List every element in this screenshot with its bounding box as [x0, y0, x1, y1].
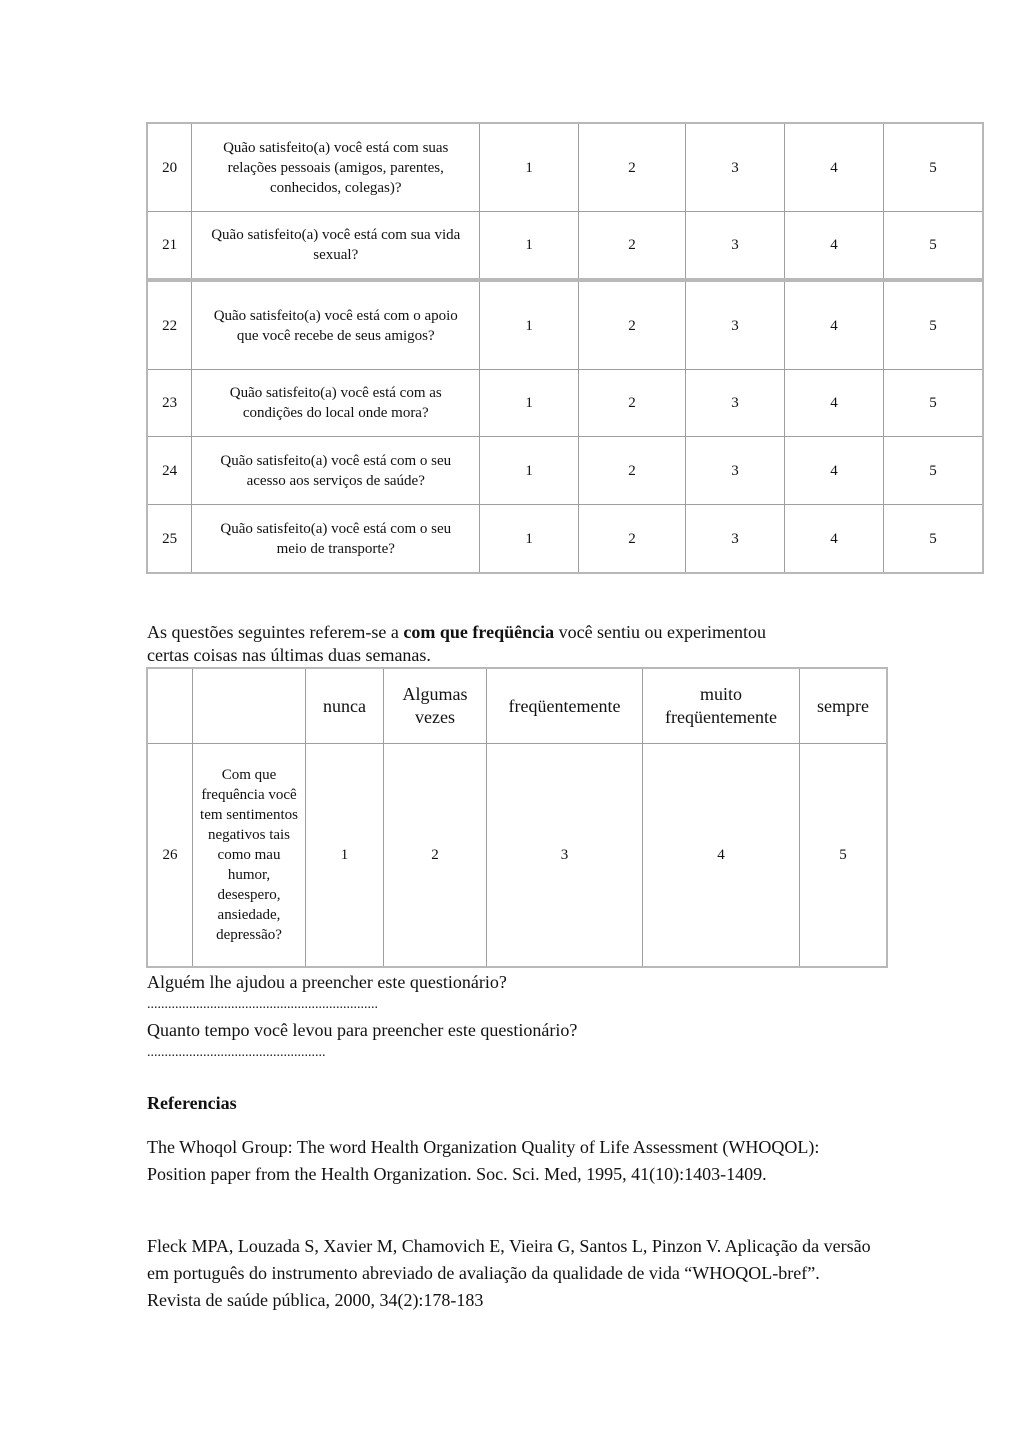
header-blank [193, 669, 306, 744]
table-row [148, 370, 982, 437]
scale-option[interactable]: 4 [643, 744, 800, 966]
scale-option[interactable]: 2 [384, 744, 487, 966]
scale-option[interactable]: 1 [480, 370, 579, 437]
table-header-row [148, 669, 886, 744]
scale-option[interactable]: 5 [884, 437, 982, 505]
satisfaction-table-bottom [146, 280, 984, 574]
header-algumas-vezes: Algumas vezes [384, 669, 487, 744]
scale-option[interactable]: 5 [839, 847, 847, 863]
reference-item: Fleck MPA, Louzada S, Xavier M, Chamovich E, Vieira G, Santos L, Pinzon V. Aplicação da versão em português do instrumento abreviado de avaliação da qualidade de vida “WHOQOL-bref”. Revista de saúde pública, 2000, 34(2):178-183 [147, 1236, 871, 1310]
scale-option[interactable]: 2 [579, 370, 686, 437]
scale-option[interactable]: 5 [929, 530, 937, 547]
scale-option[interactable]: 4 [785, 505, 884, 572]
table-row [148, 124, 982, 212]
scale-option[interactable]: 4 [785, 437, 884, 505]
question-text: Com que frequência você tem sentimentos negativos tais como mau humor, desespero, ansiedade, depressão? [193, 744, 306, 966]
intro-text-line2: certas coisas nas últimas duas semanas. [147, 645, 431, 665]
question-text: Quão satisfeito(a) você está com sua vida sexual? [192, 212, 480, 278]
scale-option[interactable]: 3 [686, 437, 785, 505]
scale-option[interactable]: 2 [579, 437, 686, 505]
question-number: 26 [148, 744, 193, 966]
intro-text: você sentiu ou experimentou [554, 622, 767, 642]
scale-option[interactable]: 1 [480, 437, 579, 505]
time-question: Quanto tempo você levou para preencher este questionário? [147, 1020, 578, 1040]
question-text: Quão satisfeito(a) você está com as condições do local onde mora? [192, 370, 480, 437]
table-row [148, 505, 982, 572]
intro-emphasis: com que freqüência [403, 622, 555, 642]
scale-option[interactable]: 5 [884, 370, 982, 437]
scale-option[interactable]: 2 [579, 282, 686, 370]
scale-option[interactable]: 1 [480, 212, 579, 278]
question-number: 25 [148, 505, 192, 572]
scale-option[interactable]: 1 [480, 282, 579, 370]
satisfaction-table-top [146, 122, 984, 280]
scale-option[interactable]: 3 [686, 282, 785, 370]
scale-option[interactable]: 1 [480, 505, 579, 572]
scale-option[interactable]: 2 [579, 124, 686, 212]
reference-item: The Whoqol Group: The word Health Organization Quality of Life Assessment (WHOQOL): Position paper from the Health Organization. Soc. Sci. Med, 1995, 41(10):1403-1409. [147, 1137, 820, 1184]
scale-option[interactable]: 3 [487, 744, 643, 966]
references-heading: Referencias [147, 1093, 237, 1113]
question-text: Quão satisfeito(a) você está com o apoio que você recebe de seus amigos? [192, 282, 480, 370]
scale-option[interactable]: 4 [785, 282, 884, 370]
scale-option[interactable]: 3 [686, 212, 785, 278]
header-blank [148, 669, 193, 744]
scale-option[interactable]: 4 [785, 124, 884, 212]
question-text: Quão satisfeito(a) você está com o seu acesso aos serviços de saúde? [192, 437, 480, 505]
scale-option[interactable]: 2 [579, 212, 686, 278]
scale-option[interactable]: 5 [884, 282, 982, 370]
frequency-intro [147, 621, 887, 667]
question-number: 24 [148, 437, 192, 505]
scale-option[interactable]: 5 [884, 124, 982, 212]
table-row [148, 437, 982, 505]
scale-option[interactable]: 3 [686, 124, 785, 212]
header-frequentemente: freqüentemente [487, 669, 643, 744]
helper-question: Alguém lhe ajudou a preencher este questionário? [147, 972, 507, 992]
scale-option[interactable]: 5 [929, 237, 937, 253]
table-row [148, 282, 982, 370]
question-number: 20 [148, 124, 192, 212]
question-number: 23 [148, 370, 192, 437]
scale-option[interactable]: 4 [785, 212, 884, 278]
scale-option[interactable]: 1 [480, 124, 579, 212]
table-row [148, 212, 982, 278]
question-number: 22 [148, 282, 192, 370]
intro-text: As questões seguintes referem-se a [147, 622, 404, 642]
scale-option[interactable]: 3 [686, 505, 785, 572]
table-row [148, 744, 886, 966]
question-number: 21 [148, 212, 192, 278]
question-text: Quão satisfeito(a) você está com suas relações pessoais (amigos, parentes, conhecidos, colegas)? [192, 124, 480, 212]
question-text: Quão satisfeito(a) você está com o seu meio de transporte? [192, 505, 480, 572]
scale-option[interactable]: 2 [579, 505, 686, 572]
header-muito-frequentemente: muito freqüentemente [643, 669, 800, 744]
scale-option[interactable]: 1 [306, 744, 384, 966]
header-sempre: sempre [800, 669, 886, 744]
scale-option[interactable]: 3 [686, 370, 785, 437]
answer-line[interactable]: ................................................... [147, 1045, 326, 1060]
header-nunca: nunca [306, 669, 384, 744]
scale-option[interactable]: 4 [785, 370, 884, 437]
frequency-table [146, 667, 888, 968]
answer-line[interactable]: .................................................................. [147, 997, 378, 1012]
